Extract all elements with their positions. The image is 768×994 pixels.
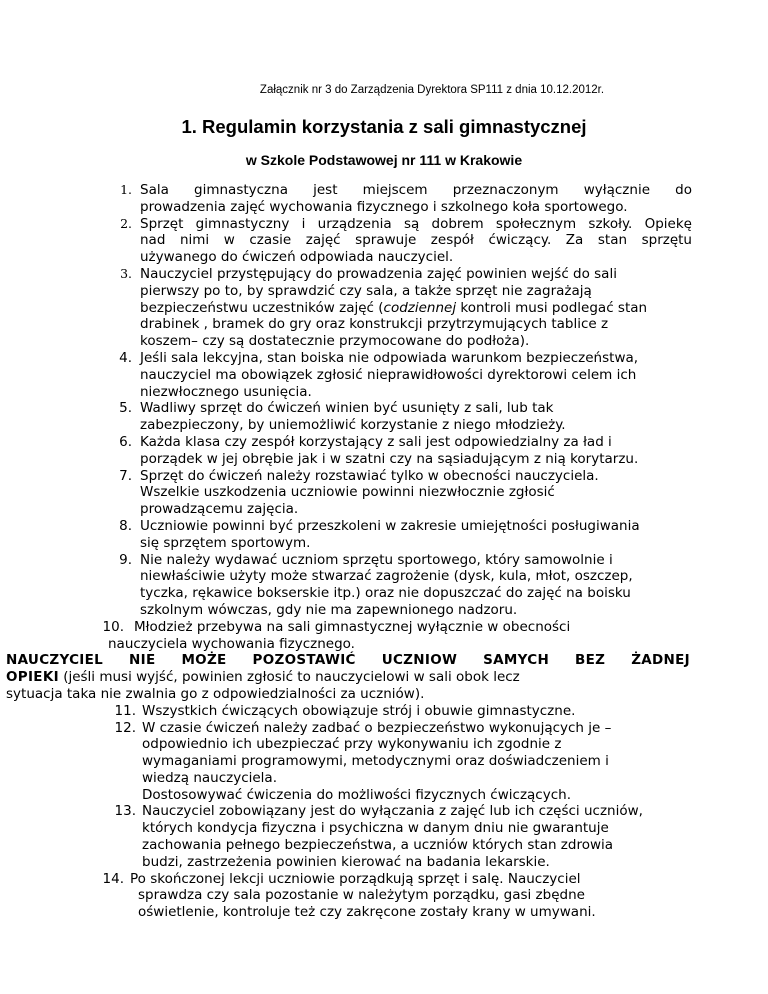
rule-text: nauczyciel ma obowiązek zgłosić nieprawidłowości dyrektorowi celem ich: [140, 366, 637, 383]
rule-text: odpowiednio ich ubezpieczać przy wykonywaniu ich zgodnie z: [142, 736, 562, 753]
rule-item-10: [0, 619, 692, 653]
rule-item-1: [0, 182, 692, 216]
rule-text: zabezpieczony, by uniemożliwić korzystanie z niego młodzieży.: [140, 417, 566, 434]
rule-text: Każda klasa czy zespół korzystający z sali jest odpowiedzialny za ład i: [140, 433, 612, 450]
rule-text-italic: codziennej: [383, 299, 457, 316]
rule-text: niewłaściwie użyty może stwarzać zagrożenie (dysk, kula, młot, oszczep,: [140, 568, 633, 585]
rule-item-13: [0, 803, 692, 870]
document-subtitle: w Szkole Podstawowej nr 111 w Krakowie: [245, 152, 523, 168]
rule-number: 14.: [102, 870, 124, 887]
rule-text: Po skończonej lekcji uczniowie porządkują sprzęt i salę. Nauczyciel: [130, 870, 581, 887]
rule-text: drabinek , bramek do gry oraz konstrukcji przytrzymujących tablice z: [140, 316, 609, 333]
rule-text-part: kontroli musi podlegać stan: [456, 299, 648, 316]
rule-text: W czasie ćwiczeń należy zadbać o bezpieczeństwo wykonujących je –: [142, 719, 612, 736]
rule-item-11: [0, 703, 692, 720]
rule-item-5: [0, 400, 692, 434]
rule-text: Sprzęt do ćwiczeń należy rozstawiać tylko w obecności nauczyciela.: [140, 467, 599, 484]
rule-text: używanego do ćwiczeń odpowiada nauczyciel.: [140, 249, 454, 266]
rule-text: Wadliwy sprzęt do ćwiczeń winien być usunięty z sali, lub tak: [140, 400, 554, 417]
rule-text: szkolnym wówczas, gdy nie ma zapewnionego nadzoru.: [140, 601, 518, 618]
rule-text-part: bezpieczeństwu uczestników zajęć (: [140, 299, 384, 316]
rule-text: Uczniowie powinni być przeszkoleni w zakresie umiejętności posługiwania: [140, 517, 640, 534]
rule-number: 10.: [102, 618, 124, 635]
warning-text: [6, 669, 690, 686]
rule-text: porządek w jej obrębie jak i w szatni czy na sąsiadującym z nią korytarzu.: [140, 450, 639, 467]
rule-text: nad nimi w czasie zajęć sprawuje zespół ćwiczący. Za stan sprzętu: [140, 232, 692, 249]
rule-item-2: [0, 216, 692, 266]
rules-body: [6, 182, 692, 921]
rule-number: 12.: [114, 719, 136, 736]
rule-item-14: [0, 871, 692, 921]
rule-text: Nauczyciel zobowiązany jest do wyłączania z zajęć lub ich części uczniów,: [142, 803, 643, 820]
rule-text: Nie należy wydawać uczniom sprzętu sportowego, który samowolnie i: [140, 551, 613, 568]
rule-item-3: [0, 266, 692, 350]
rule-text: Młodzież przebywa na sali gimnastycznej wyłącznie w obecności: [134, 618, 571, 635]
rule-text: się sprzętem sportowym.: [140, 534, 311, 551]
rule-text: wymaganiami programowymi, metodycznymi oraz doświadczeniem i: [142, 753, 609, 770]
rule-text: prowadzącemu zajęcia.: [140, 501, 299, 518]
rule-text: sprawdza czy sala pozostanie w należytym porządku, gasi zbędne: [138, 887, 585, 904]
rule-text: Jeśli sala lekcyjna, stan boiska nie odpowiada warunkom bezpieczeństwa,: [140, 349, 639, 366]
rule-text: których kondycja fizyczna i psychiczna w danym dniu nie gwarantuje: [142, 820, 609, 837]
warning-bold-2: OPIEKI: [6, 669, 59, 686]
rule-number: 5.: [119, 400, 132, 417]
warning-rest: (jeśli musi wyjść, powinien zgłosić to nauczycielowi w sali obok lecz: [58, 669, 520, 686]
annex-note: Załącznik nr 3 do Zarządzenia Dyrektora SP111 z dnia 10.12.2012r.: [259, 84, 605, 96]
rule-text: koszem– czy są dostatecznie przymocowane do podłoża).: [140, 333, 530, 350]
rule-number: 9.: [119, 551, 132, 568]
rule-text: nauczyciela wychowania fizycznego.: [108, 635, 355, 652]
rule-number: 8.: [119, 517, 132, 534]
warning-headline: [6, 652, 690, 669]
rule-text: Dostosowywać ćwiczenia do możliwości fizycznych ćwiczących.: [142, 786, 571, 803]
rule-number: 7.: [119, 467, 132, 484]
rule-text: Nauczyciel przystępujący do prowadzenia zajęć powinien wejść do sali: [140, 265, 617, 282]
rule-item-7: [0, 468, 692, 518]
rule-item-6: [0, 434, 692, 468]
rule-number: 11.: [114, 702, 136, 719]
rule-text: oświetlenie, kontroluje też czy zakręcone zostały krany w umywani.: [138, 904, 596, 921]
rule-text: Wszystkich ćwiczących obowiązuje strój i obuwie gimnastyczne.: [142, 702, 576, 719]
rule-item-4: [0, 350, 692, 400]
rule-number: 6.: [119, 433, 132, 450]
rule-number: 1.: [120, 182, 132, 197]
rule-text: prowadzenia zajęć wychowania fizycznego i szkolnego koła sportowego.: [140, 198, 628, 215]
rule-text: [140, 300, 692, 317]
rule-item-8: [0, 518, 692, 552]
rule-item-12: [0, 720, 692, 804]
rule-text: niezwłocznego usunięcia.: [140, 383, 312, 400]
rule-text: Sprzęt gimnastyczny i urządzenia są dobrem społecznym szkoły. Opiekę: [140, 215, 692, 232]
rule-text: zachowania pełnego bezpieczeństwa, a uczniów których stan zdrowia: [142, 837, 614, 854]
rule-number: 2.: [120, 215, 132, 231]
rule-number: 4.: [119, 349, 132, 366]
rule-number: 13.: [114, 803, 136, 820]
teacher-warning: [6, 652, 690, 702]
rule-number: 3.: [120, 265, 132, 281]
rule-text: Wszelkie uszkodzenia uczniowie powinni niezwłocznie zgłosić: [140, 484, 555, 501]
warning-bold: NAUCZYCIEL NIE MOŻE POZOSTAWIĆ UCZNIOW SAMYCH BEZ ŻADNEJ: [6, 652, 690, 669]
rule-item-9: [0, 552, 692, 619]
rule-text: wiedzą nauczyciela.: [142, 769, 277, 786]
rule-text: tyczka, rękawice bokserskie itp.) oraz nie dopuszczać do zajęć na boisku: [140, 585, 631, 602]
document-title: 1. Regulamin korzystania z sali gimnastycznej: [181, 116, 587, 137]
rule-text: Sala gimnastyczna jest miejscem przeznaczonym wyłącznie do: [140, 182, 692, 198]
rule-text: budzi, zastrzeżenia powinien kierować na badania lekarskie.: [142, 853, 550, 870]
warning-text-2: sytuacja taka nie zwalnia go z odpowiedzialności za uczniów).: [6, 685, 425, 702]
rule-text: pierwszy po to, by sprawdzić czy sala, a także sprzęt nie zagrażają: [140, 282, 592, 299]
